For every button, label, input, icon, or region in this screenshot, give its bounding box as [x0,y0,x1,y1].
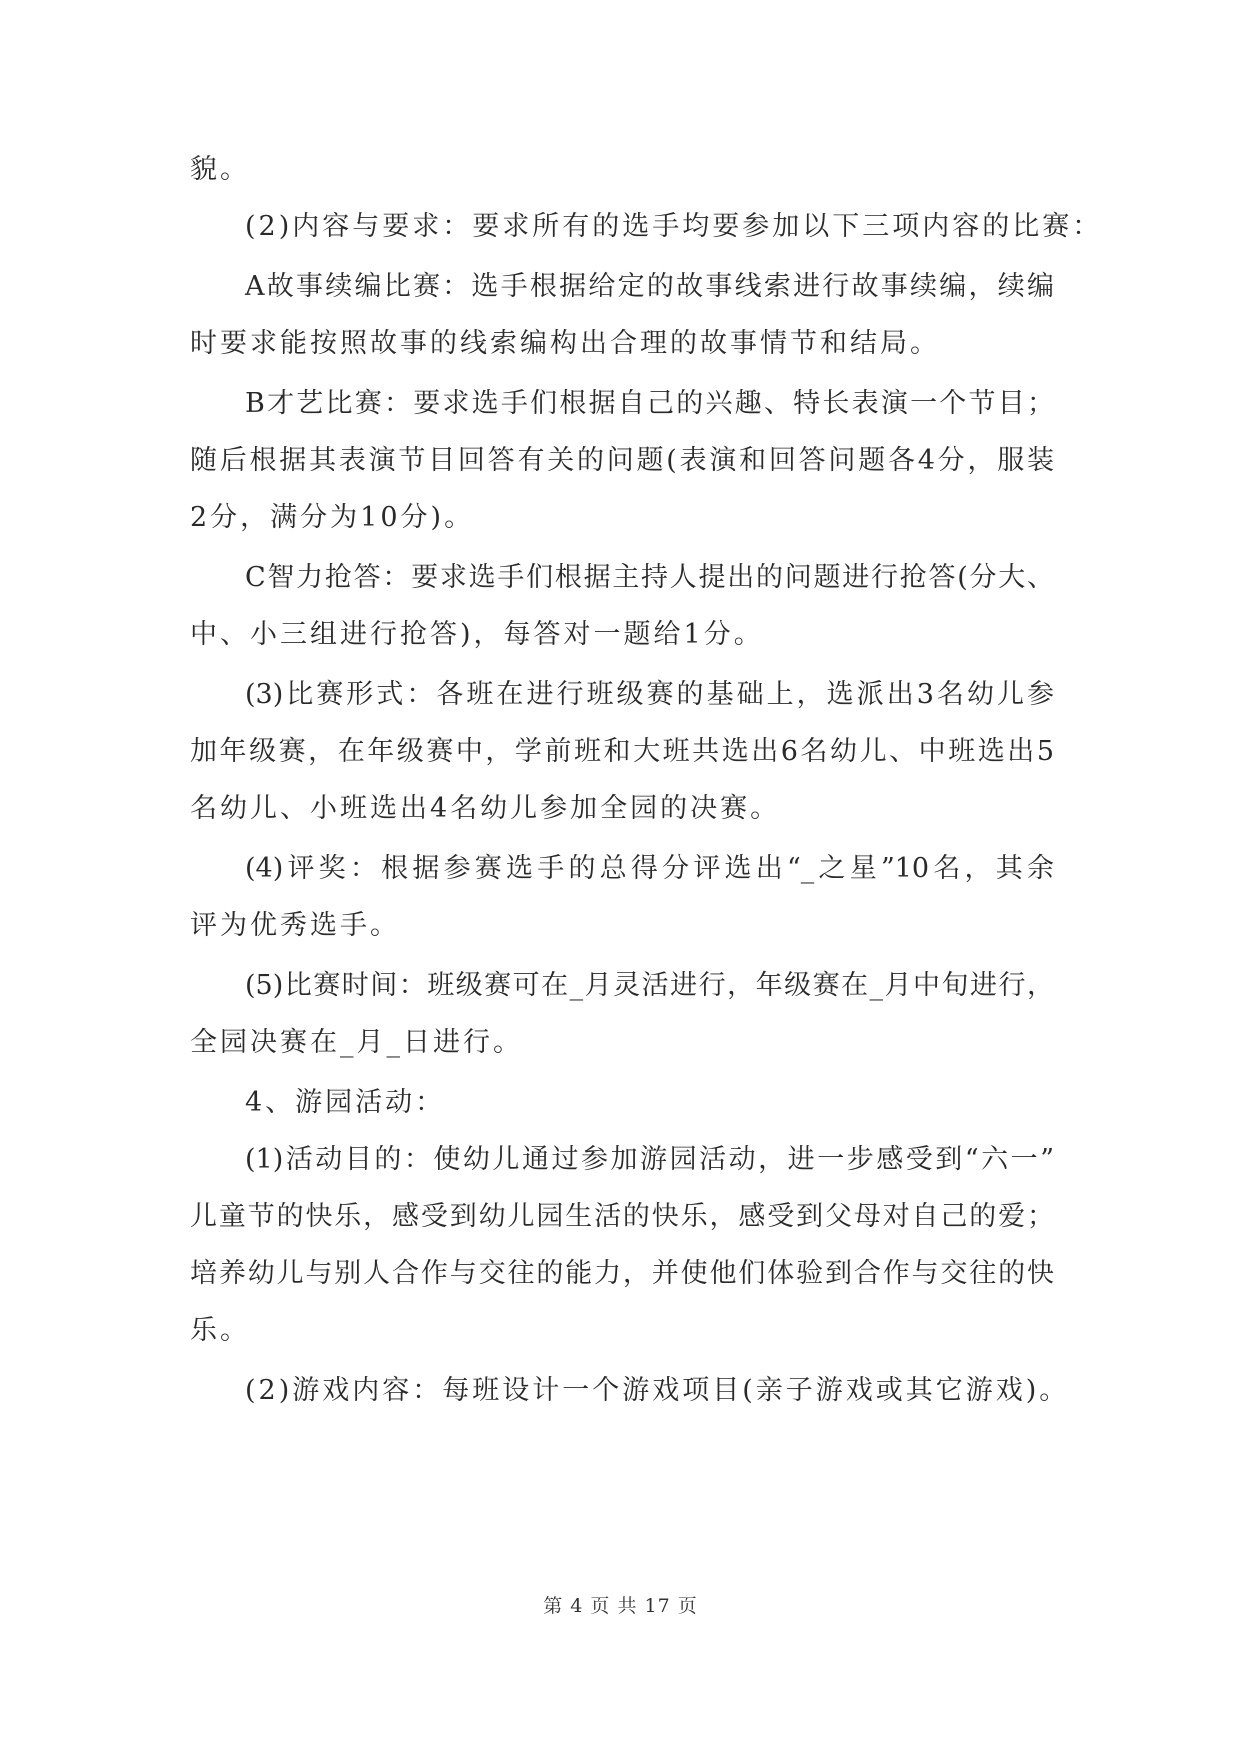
text-line: 貌。 [190,154,250,185]
text-line: 2分，满分为10分)。 [190,502,475,533]
text-line: B才艺比赛：要求选手们根据自己的兴趣、特长表演一个节目； [245,388,1054,419]
text-line: 随后根据其表演节目回答有关的问题(表演和回答问题各4分，服装 [190,445,1054,476]
text-line: 评为优秀选手。 [190,910,400,941]
text-line: 中、小三组进行抢答)，每答对一题给1分。 [190,619,764,650]
text-line: 儿童节的快乐，感受到幼儿园生活的快乐，感受到父母对自己的爱； [190,1201,1054,1232]
page-number-footer: 第 4 页 共 17 页 [543,1595,698,1617]
text-line: 全园决赛在_月_日进行。 [190,1027,523,1058]
text-line: (1)活动目的：使幼儿通过参加游园活动，进一步感受到“六一” [245,1144,1054,1175]
text-line: A故事续编比赛：选手根据给定的故事线索进行故事续编，续编 [245,271,1054,302]
text-line: 时要求能按照故事的线索编构出合理的故事情节和结局。 [190,328,940,359]
text-line: 乐。 [190,1315,250,1346]
text-line: (5)比赛时间：班级赛可在_月灵活进行，年级赛在_月中旬进行， [245,970,1054,1001]
text-line: (4)评奖：根据参赛选手的总得分评选出“_之星”10名，其余 [245,853,1054,884]
text-line: 加年级赛，在年级赛中，学前班和大班共选出6名幼儿、中班选出5 [190,736,1054,767]
text-line: 培养幼儿与别人合作与交往的能力，并使他们体验到合作与交往的快 [190,1258,1054,1289]
text-line: 名幼儿、小班选出4名幼儿参加全园的决赛。 [190,793,781,824]
text-line: (3)比赛形式：各班在进行班级赛的基础上，选派出3名幼儿参 [245,679,1054,710]
text-line: C智力抢答：要求选手们根据主持人提出的问题进行抢答(分大、 [245,562,1054,593]
section-heading: 4、游园活动： [245,1087,446,1118]
text-line: (2)游戏内容：每班设计一个游戏项目(亲子游戏或其它游戏)。 [245,1375,1070,1406]
text-line: (2)内容与要求：要求所有的选手均要参加以下三项内容的比赛： [245,211,1103,242]
